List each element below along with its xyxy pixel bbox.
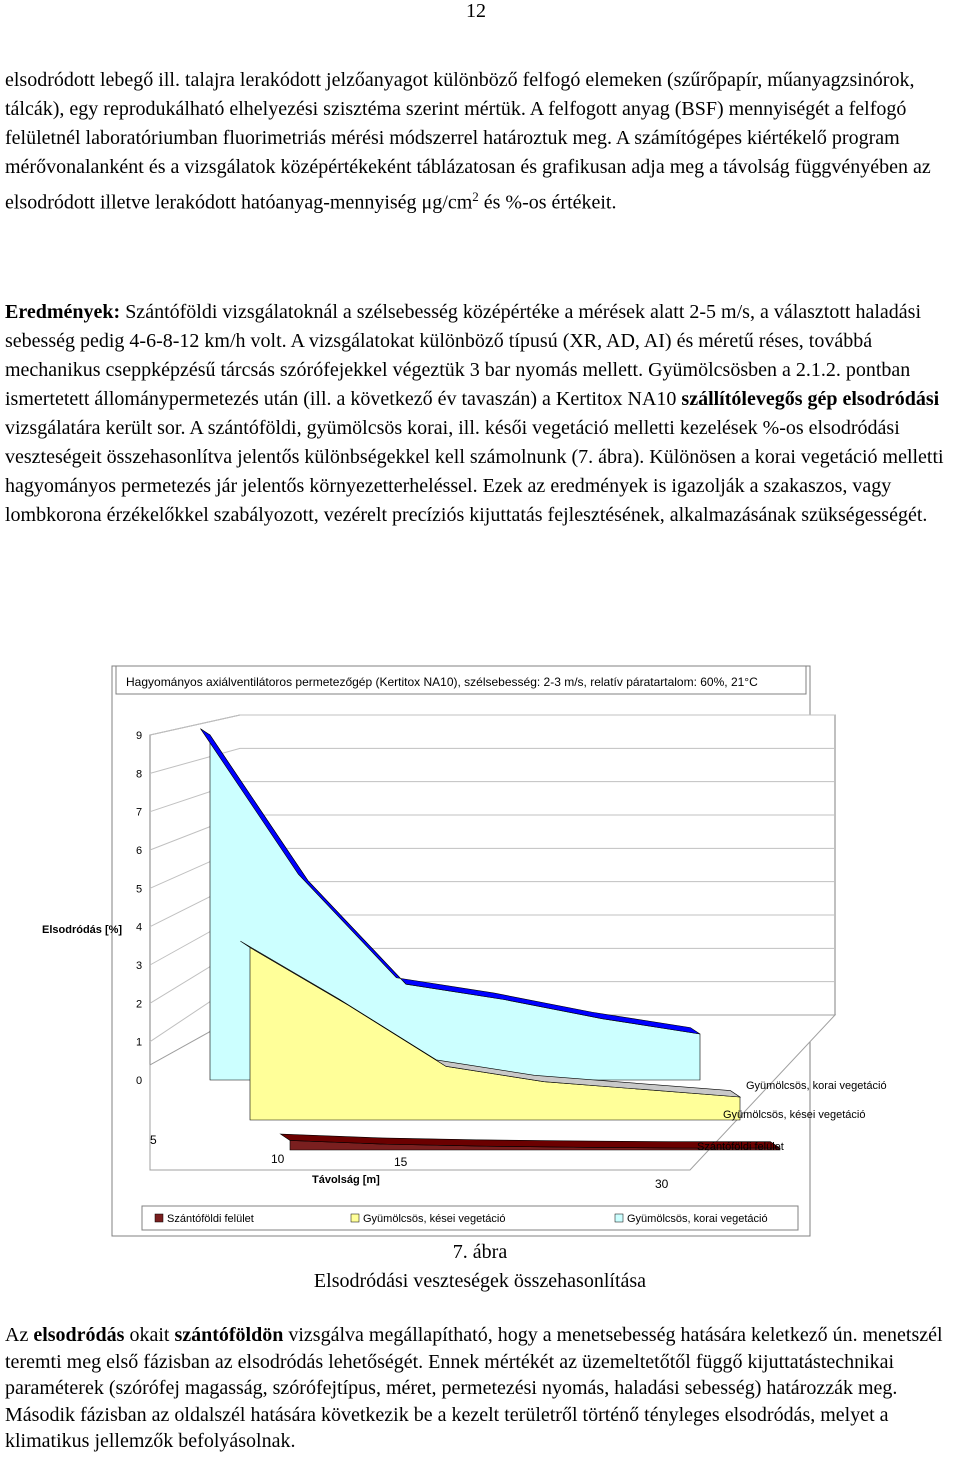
y-tick-3: 3 [136, 960, 143, 972]
y-tick-6: 6 [136, 845, 143, 857]
causes-bold-1: elsodródás [33, 1324, 125, 1346]
x-tick-30: 30 [655, 1177, 669, 1191]
unit-superscript: 2 [472, 189, 479, 204]
y-axis-label: Elsodródás [%] [42, 924, 123, 936]
causes-text-1: Az [5, 1324, 34, 1346]
causes-text-2: okait [124, 1324, 175, 1346]
page-number: 12 [466, 0, 486, 22]
legend-swatch-szanto [155, 1214, 163, 1222]
results-heading: Eredmények: [5, 301, 121, 323]
legend-swatch-korai [615, 1214, 623, 1222]
causes-bold-2: szántóföldön [174, 1324, 284, 1346]
series-label-szanto: Szántóföldi felület [697, 1141, 784, 1153]
y-tick-0: 0 [136, 1075, 143, 1087]
results-text-2: vizsgálatára került sor. A szántóföldi, gyümölcsös korai, ill. késői vegetáció melletti kezelések %-os elsodródási veszteségeit összehasonlítva jelentős különbségekkel kell számolnunk (7. ábra). Különösen a korai vegetáció melletti hagyományos permetezés jár jelentős környezetterheléssel. Ezek az eredmények is igazolják a szakaszos, vagy lombkorona érzékelőkkel szabályozott, vezérelt precíziós kijuttatás fejlesztésének, alkalmazásának szükségességét. [5, 417, 944, 526]
x-tick-10: 10 [271, 1152, 285, 1166]
y-tick-1: 1 [136, 1036, 143, 1049]
y-tick-7: 7 [136, 806, 143, 819]
y-tick-5: 5 [136, 883, 143, 896]
x-tick-5: 5 [150, 1133, 157, 1147]
y-tick-9: 9 [136, 730, 143, 742]
results-bold: szállítólevegős gép elsodródási [681, 388, 940, 410]
y-tick-2: 2 [136, 998, 143, 1011]
paragraph-method-tail: és %-os értékeit. [478, 191, 617, 214]
legend-label-korai: Gyümölcsös, korai vegetáció [627, 1213, 768, 1225]
results-text-1: Szántóföldi vizsgálatoknál a szélsebesség középértéke a mérések alatt 2-5 m/s, a választott haladási sebesség pedig 4-6-8-12 km/h volt. A vizsgálatokat különböző típusú (XR, AD, AI) és méretű réses, továbbá mechanikus cseppképzésű tárcsás szórófejekkel végeztük 3 bar nyomás mellett. Gyümölcsösben a 2.1.2. pontban ismertetett állománypermetezés után (ill. a következő év tavaszán) a Kertitox NA10 [5, 301, 921, 410]
paragraph-method [5, 66, 955, 218]
drift-chart [0, 640, 960, 1240]
legend-swatch-kesei [351, 1214, 359, 1222]
y-tick-8: 8 [136, 768, 143, 781]
series-label-korai: Gyümölcsös, korai vegetáció [746, 1080, 887, 1092]
chart-title: Hagyományos axiálventilátoros permetezőgép (Kertitox NA10), szélsebesség: 2-3 m/s, relatív páratartalom: 60%, 21°C [126, 675, 758, 689]
figure-caption-number: 7. ábra [452, 1241, 508, 1263]
paragraph-causes [5, 1322, 955, 1455]
series-label-kesei: Gyümölcsös, kései vegetáció [723, 1109, 866, 1121]
legend-label-kesei: Gyümölcsös, kései vegetáció [363, 1213, 506, 1225]
y-tick-4: 4 [136, 921, 143, 934]
paragraph-method-text: elsodródott lebegő ill. talajra lerakódott jelzőanyagot különböző felfogó elemeken (szűrőpapír, műanyagzsinórok, tálcák), egy reprodukálható elhelyezési szisztéma szerint mértük. A felfogott anyag (BSF) mennyiségét a felfogó felületnél laboratóriumban fluorimetriás mérési módszerrel határoztuk meg. A számítógépes kiértékelő program mérővonalanként és a vizsgálatok középértékeként táblázatosan és grafikusan adja meg a távolság függvényében az elsodródott illetve lerakódott hatóanyag-mennyiség μg/cm [5, 69, 931, 214]
paragraph-results [5, 298, 955, 530]
x-tick-15: 15 [394, 1155, 408, 1169]
figure-caption-title: Elsodródási veszteségek összehasonlítása [313, 1270, 647, 1292]
x-axis-label: Távolság [m] [312, 1174, 380, 1186]
legend-label-szanto: Szántóföldi felület [167, 1213, 254, 1225]
causes-text-3: vizsgálva megállapítható, hogy a menetsebesség hatására keletkező ún. menetszél teremti meg első fázisban az elsodródás lehetőségét. Ennek mértékét az üzemeltetőtől függő kijuttatástechnikai paraméterek (szórófej magasság, szórófejtípus, méret, permetezési nyomás, haladási sebesség) határozzák meg. Második fázisban az oldalszél hatására következik be a kezelt területről történő tényleges elsodródás, melyet a klimatikus jellemzők befolyásolnak. [5, 1324, 943, 1452]
